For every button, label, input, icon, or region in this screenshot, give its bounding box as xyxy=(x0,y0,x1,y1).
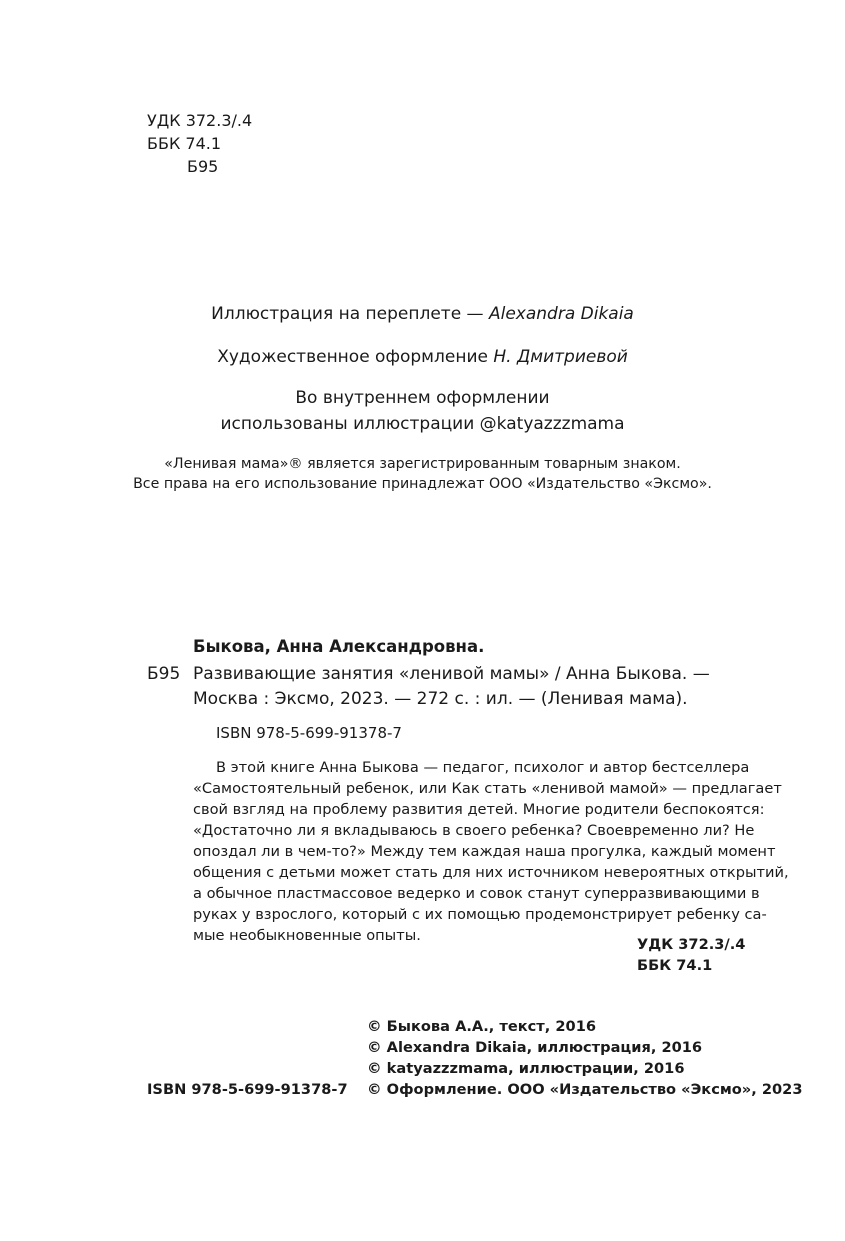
catalog-mark: Б95 xyxy=(147,664,181,684)
author-mark-top: Б95 xyxy=(187,157,219,176)
design-credit xyxy=(0,346,845,368)
annotation-line: «Достаточно ли я вкладываюсь в своего ребенка? Своевременно ли? Не xyxy=(193,822,755,839)
annotation-line: «Самостоятельный ребенок, или Как стать «ленивой мамой» — предлагает xyxy=(193,780,782,797)
catalog-title-line2: Москва : Эксмо, 2023. — 272 с. : ил. — (Ленивая мама). xyxy=(193,689,688,709)
copyright-line: © Оформление. ООО «Издательство «Эксмо», 2023 xyxy=(367,1081,803,1098)
udk-code-top: УДК 372.3/.4 xyxy=(147,111,253,130)
copyright-line: © Быкова А.А., текст, 2016 xyxy=(367,1018,597,1035)
catalog-isbn: ISBN 978-5-699-91378-7 xyxy=(216,724,402,742)
annotation-line: общения с детьми может стать для них источником невероятных открытий, xyxy=(193,864,789,881)
design-label: Художественное оформление xyxy=(217,347,494,367)
catalog-title-line1: Развивающие занятия «ленивой мамы» / Анна Быкова. — xyxy=(193,664,710,684)
bbk-code-top: ББК 74.1 xyxy=(147,134,222,153)
copyright-isbn: ISBN 978-5-699-91378-7 xyxy=(147,1081,348,1098)
annotation-line: В этой книге Анна Быкова — педагог, психолог и автор бестселлера xyxy=(216,759,750,776)
inner-design-line2: использованы иллюстрации @katyazzzmama xyxy=(220,414,625,434)
catalog-bbk: ББК 74.1 xyxy=(637,957,713,974)
annotation-line: мые необыкновенные опыты. xyxy=(193,927,421,944)
copyright-line: © Alexandra Dikaia, иллюстрация, 2016 xyxy=(367,1039,703,1056)
annotation-line: а обычное пластмассовое ведерко и совок станут суперразвивающими в xyxy=(193,885,760,902)
annotation-line: свой взгляд на проблему развития детей. Многие родители беспокоятся: xyxy=(193,801,765,818)
illustration-name: Alexandra Dikaia xyxy=(488,304,634,324)
annotation-line: руках у взрослого, который с их помощью продемонстрирует ребенку са- xyxy=(193,906,767,923)
catalog-udk: УДК 372.3/.4 xyxy=(637,936,746,953)
trademark-line2: Все права на его использование принадлежат ООО «Издательство «Эксмо». xyxy=(133,476,712,492)
design-name: Н. Дмитриевой xyxy=(493,347,628,367)
inner-design-line1: Во внутреннем оформлении xyxy=(295,388,550,408)
trademark-line1: «Ленивая мама»® является зарегистрированным товарным знаком. xyxy=(164,456,681,472)
illustration-label: Иллюстрация на переплете — xyxy=(211,304,489,324)
illustration-credit xyxy=(0,303,845,325)
annotation-line: опоздал ли в чем-то?» Между тем каждая наша прогулка, каждый момент xyxy=(193,843,776,860)
copyright-line: © katyazzzmama, иллюстрации, 2016 xyxy=(367,1060,685,1077)
catalog-author: Быкова, Анна Александровна. xyxy=(193,637,485,656)
